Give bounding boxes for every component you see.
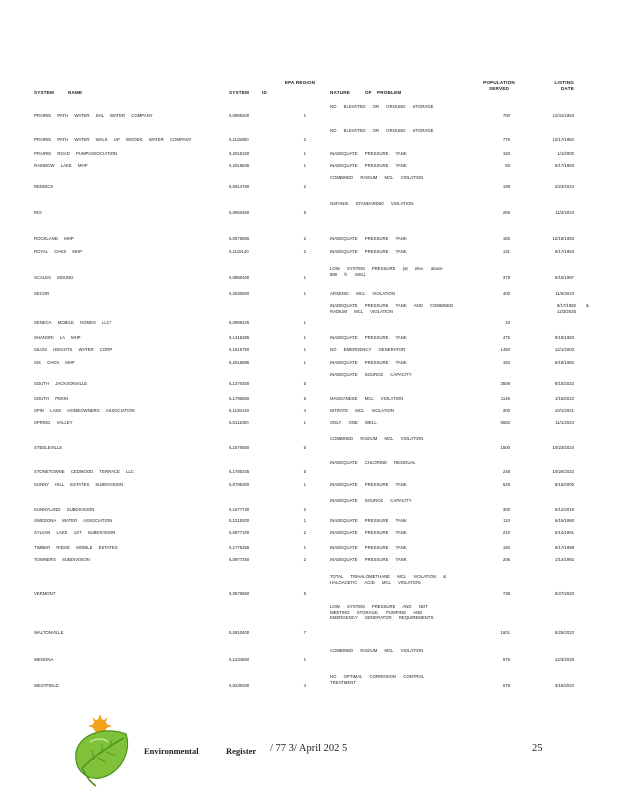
listing-date: 6/17/1983 — [554, 163, 574, 168]
listing-date: 9/18/1983 — [554, 335, 574, 340]
environmental-register-leaf-logo — [70, 712, 142, 788]
epa-region: 1 — [303, 275, 306, 280]
listing-date: 1/14/1992 — [554, 557, 574, 562]
nature-of-problem: ARSENIC MCL VIOLATION — [330, 291, 396, 296]
system-id: IL0570650 — [229, 591, 250, 596]
listing-date: 3/16/2022 — [554, 683, 574, 688]
nature-of-problem: LOW SYSTEM PRESSURE (at elev. above 880 ft. MSL) — [330, 266, 443, 277]
page-footer — [0, 712, 618, 792]
system-id: IL1370400 — [229, 381, 250, 386]
epa-region: 1 — [303, 420, 306, 425]
nature-of-problem: NITRATE MCL VIOLATION — [330, 408, 394, 413]
nature-of-problem: INADEQUATE PRESSURE TANK — [330, 249, 407, 254]
header-system-id: SYSTEM — [229, 90, 250, 95]
epa-region: 2 — [303, 507, 306, 512]
epa-region: 5 — [303, 469, 306, 474]
nature-of-problem: INADEQUATE CHLORINE RESIDUAL — [330, 460, 416, 465]
epa-region: 1 — [303, 360, 306, 365]
listing-date: 1/16/2022 — [554, 396, 574, 401]
epa-region: 4 — [303, 408, 306, 413]
epa-region: 2 — [303, 557, 306, 562]
listing-date: 12/31/1993 — [552, 113, 574, 118]
listing-date: 10/23/2024 — [552, 445, 574, 450]
population-served: 83 — [505, 163, 510, 168]
epa-region: 1 — [303, 518, 306, 523]
listing-date: 10/1/2021 — [554, 408, 574, 413]
system-id: IL0850400 — [229, 275, 250, 280]
epa-region: 2 — [303, 249, 306, 254]
population-served: 131 — [502, 249, 510, 254]
nature-of-problem: LOW SYSTEM PRESSURE AND NOT MEETING STORAGE, PUMPING AND EMERGENCY GENERATOR REQUIREMENTS — [330, 604, 434, 621]
listing-date: 5/25/2022 — [554, 630, 574, 635]
system-id: IL1790650 — [229, 396, 250, 401]
epa-region: 4 — [303, 683, 306, 688]
system-name: SUNNY HILL ESTATES SUBDIVISION — [34, 482, 124, 487]
nature-of-problem: INADEQUATE PRESSURE TANK — [330, 557, 407, 562]
system-id: IL0950450 — [229, 210, 250, 215]
nature-of-problem: INADEQUATE PRESSURE TANK — [330, 530, 407, 535]
system-id: IL0977100 — [229, 530, 250, 535]
system-name: PRAIRIE PATH WATER WALK UP WOODS WATER COMPANY — [34, 137, 192, 142]
nature-of-problem: MANGANESE MCL VIOLATION — [330, 396, 404, 401]
system-name: TIMBER RIDGE MOBILE ESTATES — [34, 545, 118, 550]
nature-of-problem: INADEQUATE PRESSURE TANK — [330, 360, 407, 365]
population-served: 300 — [502, 507, 510, 512]
listing-date: 8/15/2022 — [554, 381, 574, 386]
system-id: IL1135140 — [229, 408, 249, 413]
epa-region: 7 — [303, 630, 306, 635]
system-name: ROYAL OAKS MHP — [34, 249, 82, 254]
listing-date: 12/17/1982 — [552, 137, 574, 142]
system-name: ROCKLAND MHP — [34, 236, 74, 241]
nature-of-problem: INADEQUATE PRESSURE TANK AND COMBINED RADIUM MCL VIOLATION — [330, 303, 454, 314]
system-id: IL0230200 — [229, 683, 250, 688]
system-name: SHANGRI LA MHP — [34, 335, 81, 340]
population-served: 248 — [502, 469, 510, 474]
nature-of-problem: INADEQUATE PRESSURE TANK — [330, 151, 407, 156]
nature-of-problem: NO EMERGENCY GENERATOR — [330, 347, 406, 352]
listing-date: 12/1/2003 — [554, 347, 574, 352]
system-name: SCALES MOUND — [34, 275, 74, 280]
population-served: 775 — [502, 137, 510, 142]
nature-of-problem: NSFANSI STANDARD60 VIOLATION — [330, 201, 414, 206]
nature-of-problem: NO ELEVATED OR GROUND STORAGE — [330, 128, 434, 133]
listing-date: 6/18/1982 — [554, 360, 574, 365]
epa-region: 6 — [303, 445, 306, 450]
system-id: IL1615750 — [229, 347, 250, 352]
listing-date: 9/17/1982 12/3/2025 — [556, 303, 576, 314]
listing-date: 6/12/2019 — [554, 507, 574, 512]
population-served: 150 — [502, 151, 510, 156]
header-problem: PROBLEM — [377, 90, 402, 95]
population-served: 265 — [502, 210, 510, 215]
nature-of-problem: INADEQUATE PRESSURE TANK — [330, 518, 407, 523]
system-name: STONETOWNE CEDMOOD TERRACE LLC — [34, 469, 134, 474]
system-id: IL1677730 — [229, 507, 250, 512]
system-name: SIX OAKS MHP — [34, 360, 75, 365]
system-name: TOWNERS SUBDIVISION — [34, 557, 90, 562]
population-served: 198 — [502, 184, 510, 189]
system-name: SECOR — [34, 291, 50, 296]
header-population-served: POPULATION SERVED — [483, 80, 515, 91]
nature-of-problem: COMBINED RADIUM MCL VIOLATION — [330, 436, 424, 441]
listing-date: 11/3/2023 — [555, 210, 574, 215]
sun-icon — [88, 714, 112, 733]
system-id: IL2030600 — [229, 291, 250, 296]
system-id: IL0977250 — [229, 557, 250, 562]
nature-of-problem: INADEQUATE PRESSURE TANK — [330, 482, 407, 487]
system-name: SWEDONA WATER ASSOCIATION — [34, 518, 113, 523]
system-name: SPIN LAKE HOMEOWNERS ASSOCIATION — [34, 408, 135, 413]
listing-date-ampersand: & — [586, 303, 589, 308]
system-name: SOUTH JACKSONVILLE — [34, 381, 88, 386]
epa-region: 5 — [303, 381, 306, 386]
population-served: 378 — [502, 275, 510, 280]
population-served: 976 — [502, 657, 510, 662]
system-name: VERMONT — [34, 591, 56, 596]
epa-region: 2 — [303, 137, 306, 142]
listing-date: 12/3/2025 — [554, 657, 574, 662]
nature-of-problem: INADEQUATE PRESSURE TANK — [330, 236, 407, 241]
nature-of-problem: COMBINED RADIUM MCL VIOLATION — [330, 175, 424, 180]
system-id: IL0985200 — [229, 113, 250, 118]
system-id: IL1775255 — [229, 545, 250, 550]
system-id: IL0914780 — [229, 184, 250, 189]
system-id: IL0995425 — [229, 320, 250, 325]
epa-region: 1 — [303, 291, 306, 296]
system-name: WALTONVILLE — [34, 630, 64, 635]
listing-date: 6/17/1983 — [554, 249, 574, 254]
system-id: IL1234850 — [229, 657, 250, 662]
population-served: 1450 — [500, 347, 510, 352]
listing-date: 12/18/1983 — [552, 236, 574, 241]
listing-date: 2/23/2024 — [554, 184, 574, 189]
listing-date: 8/15/2000 — [554, 482, 574, 487]
header-name: NAME — [68, 90, 83, 95]
system-name: RAINBOW LAKE MHP — [34, 163, 88, 168]
population-served: 200 — [502, 408, 510, 413]
header-of: OF — [365, 90, 372, 95]
system-id: IL1415285 — [229, 335, 250, 340]
system-id: IL2015100 — [229, 151, 250, 156]
population-served: 738 — [502, 591, 510, 596]
system-name: PRAIRIE PATH WATER SHL WATER COMPANY — [34, 113, 153, 118]
population-served: 10 — [505, 320, 510, 325]
epa-region: 1 — [303, 113, 306, 118]
nature-of-problem: NO ELEVATED OR GROUND STORAGE — [330, 104, 434, 109]
system-id: IL1315200 — [229, 518, 250, 523]
system-name: SENECA MOBILE HOMES LLC* — [34, 320, 112, 325]
nature-of-problem: INADEQUATE PRESSURE TANK — [330, 335, 407, 340]
listing-date: 6/15/1990 — [554, 518, 574, 523]
system-id: IL0810400 — [229, 630, 250, 635]
epa-region: 1 — [303, 320, 306, 325]
listing-date: 10/26/2022 — [552, 469, 574, 474]
epa-region: 2 — [303, 236, 306, 241]
page-number: 25 — [532, 743, 543, 754]
system-name: PRAIRIE ROAD PUMPASSOCIATION — [34, 151, 118, 156]
nature-of-problem: TOTAL TRIHALOMETHANE MCL VIOLATION & HALOACETIC ACID MCL VIOLATION — [330, 574, 447, 585]
epa-region: 1 — [303, 151, 306, 156]
population-served: 475 — [502, 335, 510, 340]
population-served: 1601 — [500, 630, 510, 635]
listing-date: 11/6/2023 — [555, 291, 574, 296]
population-served: 1500 — [500, 445, 510, 450]
nature-of-problem: COMBINED RADIUM MCL VIOLATION — [330, 648, 424, 653]
epa-region: 5 — [303, 210, 306, 215]
epa-region: 1 — [303, 482, 306, 487]
epa-region: 1 — [303, 347, 306, 352]
epa-region: 2 — [303, 184, 306, 189]
system-id: IL2015845 — [229, 163, 250, 168]
system-id: IL1115800 — [229, 137, 249, 142]
listing-date: 1/1/2000 — [557, 151, 574, 156]
system-id: IL1115140 — [229, 249, 249, 254]
epa-region: 2 — [303, 530, 306, 535]
population-served: 1146 — [500, 396, 510, 401]
listing-date: 6/15/1997 — [554, 275, 574, 280]
nature-of-problem: INADEQUATE SOURCE CAPACITY — [330, 372, 412, 377]
footer-register: Register — [226, 746, 257, 756]
system-id: IL0575565 — [229, 236, 250, 241]
population-served: 525 — [502, 482, 510, 487]
epa-region: 1 — [303, 335, 306, 340]
system-name: STEELEVILLE — [34, 445, 63, 450]
system-id: IL0111000 — [229, 420, 249, 425]
population-served: 3508 — [500, 381, 510, 386]
footer-publication: Environmental — [144, 746, 199, 756]
system-name: SPRING VALLEY — [34, 420, 73, 425]
nature-of-problem: INADEQUATE PRESSURE TANK — [330, 163, 407, 168]
epa-region: 5 — [303, 591, 306, 596]
system-name: SOUTH PEKIN — [34, 396, 69, 401]
system-name: SYLVAN LAKE 1ST SUBDIVISION — [34, 530, 116, 535]
epa-region: 1 — [303, 657, 306, 662]
nature-of-problem: INADEQUATE SOURCE CAPACITY — [330, 498, 412, 503]
system-name: RIO — [34, 210, 42, 215]
population-served: 700 — [502, 113, 510, 118]
system-name: REDDICK — [34, 184, 54, 189]
footer-issue: / 77 3/ April 202 5 — [270, 743, 348, 754]
nature-of-problem: INADEQUATE PRESSURE TANK — [330, 545, 407, 550]
population-served: 150 — [502, 545, 510, 550]
population-served: 165 — [502, 236, 510, 241]
nature-of-problem: NO OPTIMAL CORROSION CONTROL TREATMENT — [330, 674, 425, 685]
system-id: IL2015885 — [229, 360, 250, 365]
header-epa-region: EPA REGION — [284, 80, 316, 85]
header-listing-date: LISTING DATE — [554, 80, 574, 91]
epa-region: 1 — [303, 163, 306, 168]
listing-date: 6/17/1998 — [554, 545, 574, 550]
system-id: IL1785345 — [229, 469, 250, 474]
population-served: 110 — [503, 518, 510, 523]
system-id: IL1570650 — [229, 445, 250, 450]
system-name: SILVIS HEIGHTS WATER CORP — [34, 347, 113, 352]
system-name: SUNNYLAND SUBDIVISION — [34, 507, 95, 512]
header-system: SYSTEM — [34, 90, 55, 95]
population-served: 192 — [502, 360, 510, 365]
population-served: 206 — [502, 557, 510, 562]
epa-region: 1 — [303, 545, 306, 550]
population-served: 678 — [502, 683, 510, 688]
epa-region: 5 — [303, 396, 306, 401]
listing-date: 6/14/1991 — [554, 530, 574, 535]
population-served: 210 — [502, 530, 510, 535]
header-nature: NATURE — [330, 90, 350, 95]
population-served: 5582 — [500, 420, 510, 425]
population-served: 400 — [502, 291, 510, 296]
nature-of-problem: ONLY ONE WELL — [330, 420, 377, 425]
listing-date: 5/27/2020 — [554, 591, 574, 596]
system-name: WENONA — [34, 657, 54, 662]
system-id: IL0795300 — [229, 482, 250, 487]
listing-date: 11/1/2024 — [555, 420, 574, 425]
header-id: ID — [262, 90, 267, 95]
system-name: WESTFIELD — [34, 683, 59, 688]
